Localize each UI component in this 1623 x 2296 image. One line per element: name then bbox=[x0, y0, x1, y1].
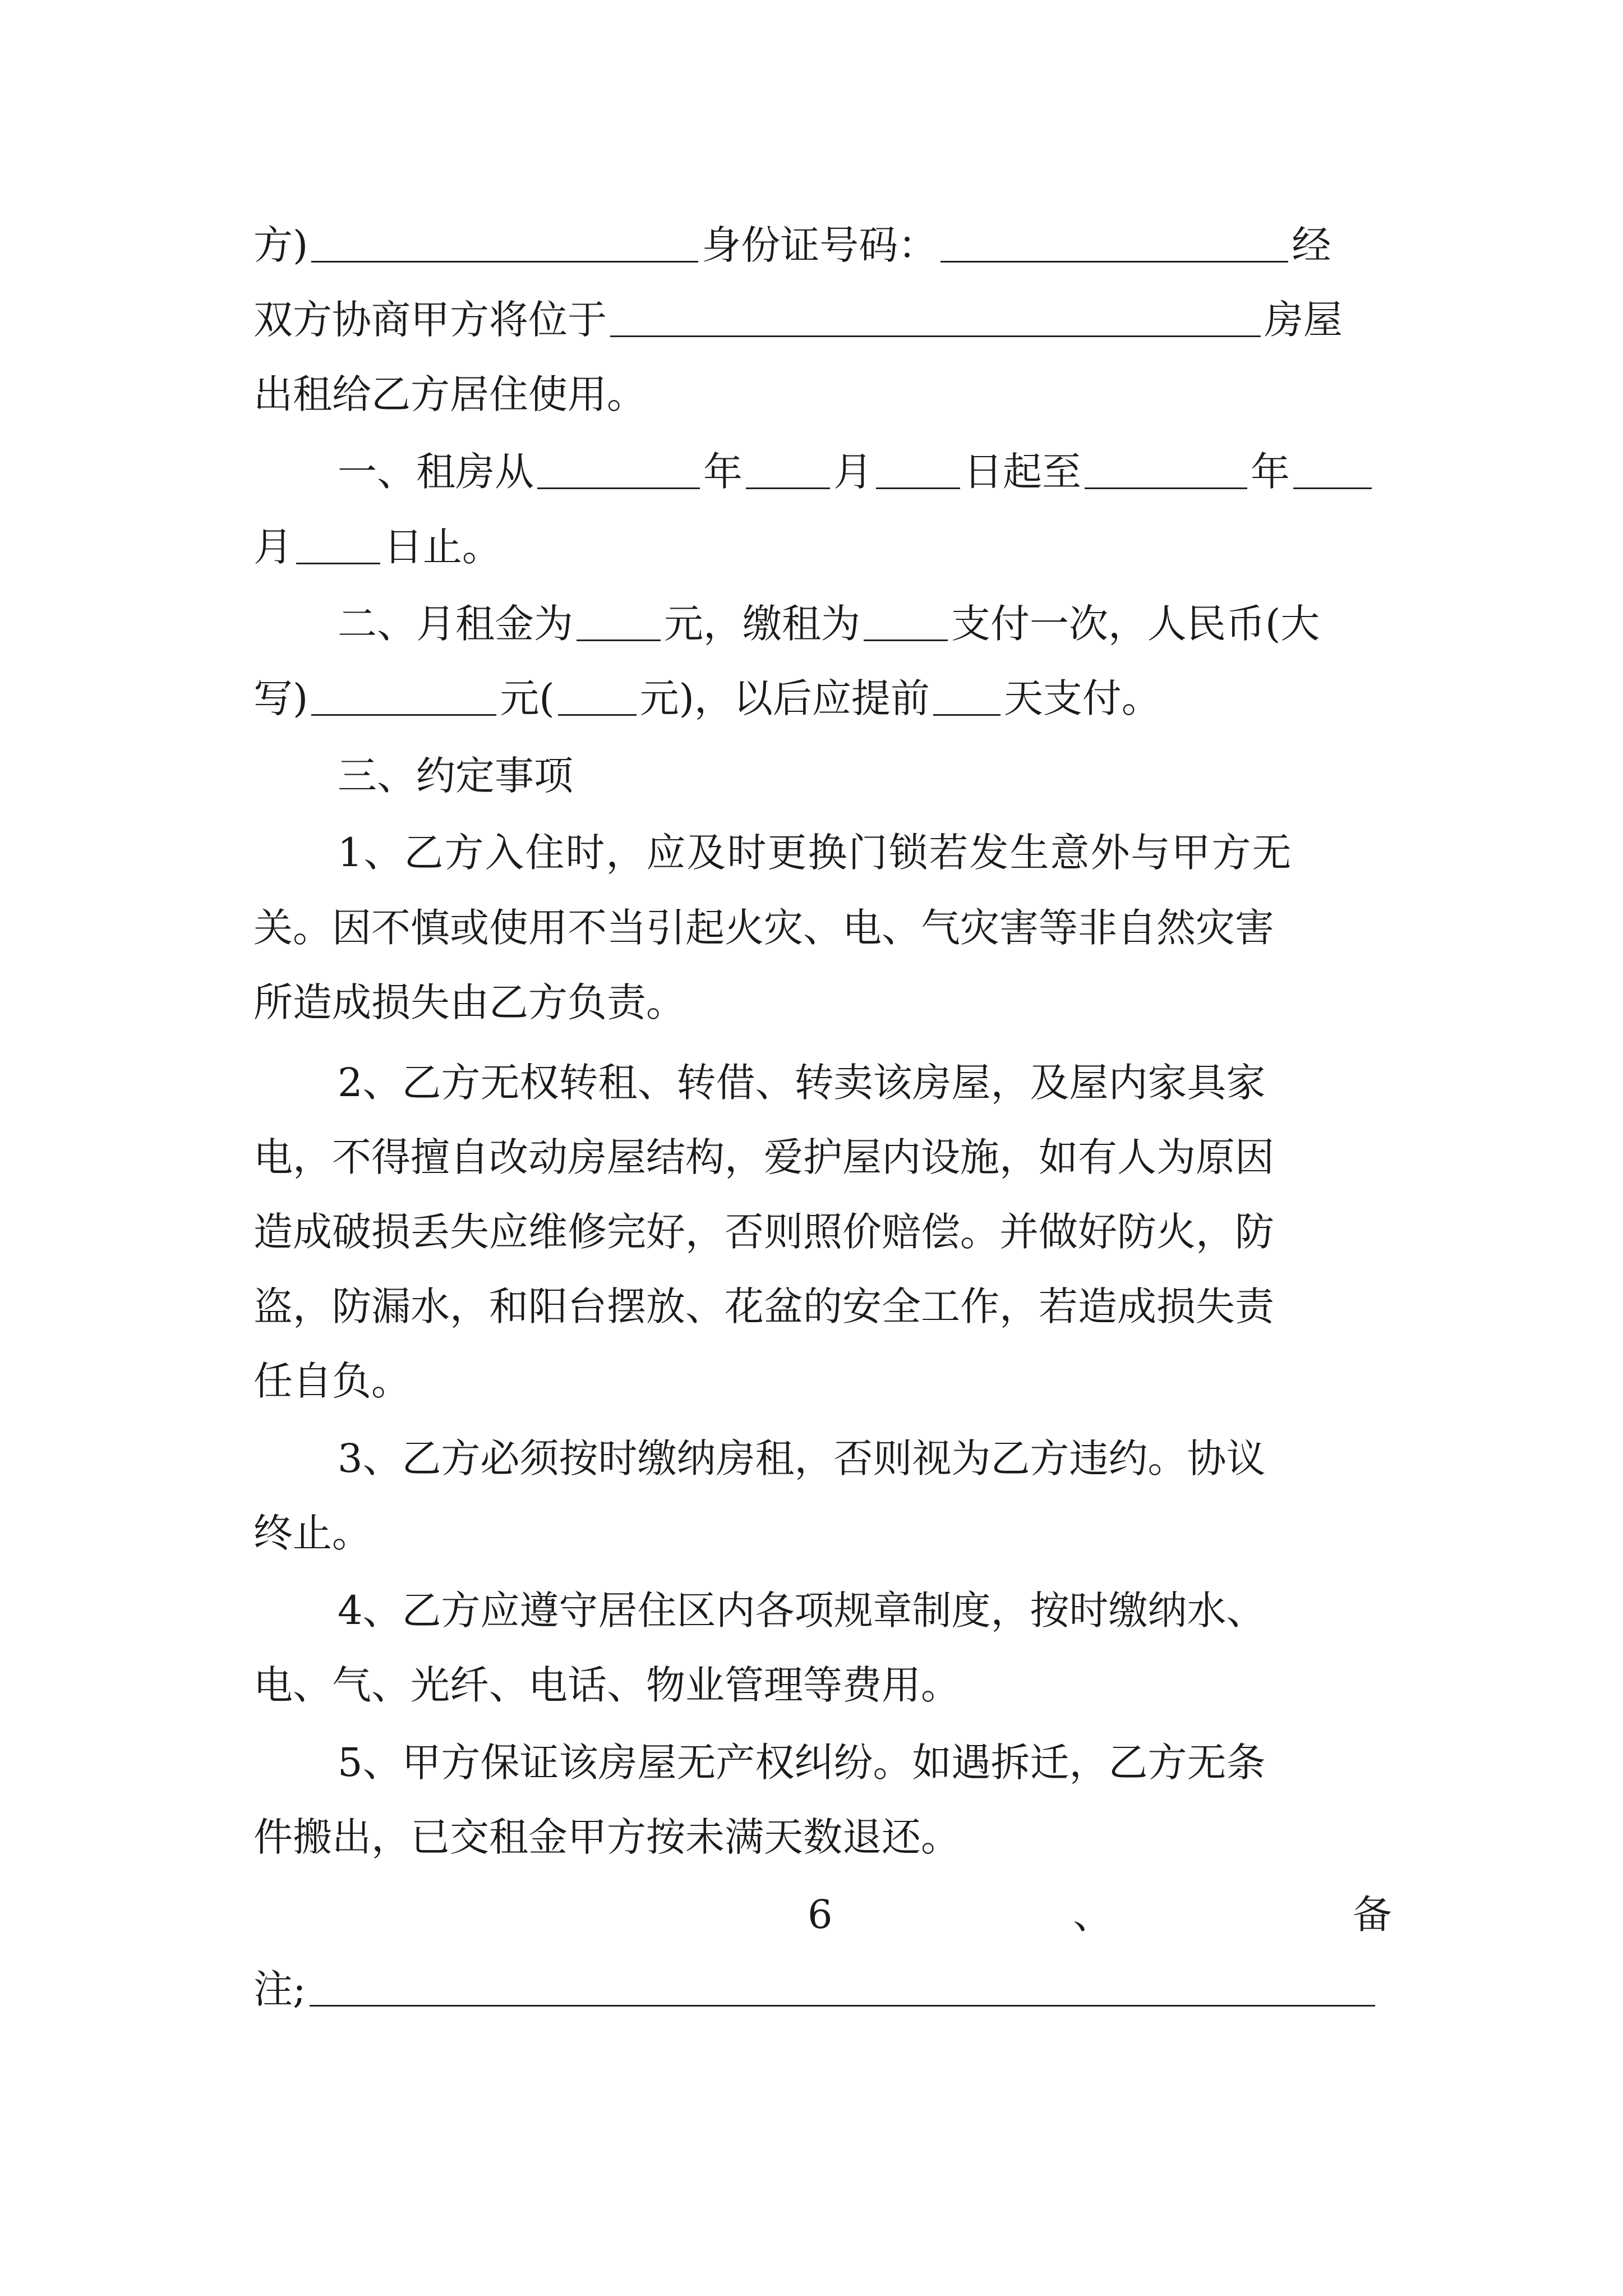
text-segment: 写) bbox=[253, 675, 308, 721]
text-segment: 备 bbox=[1352, 1892, 1392, 1938]
text-segment: 、 bbox=[1073, 1892, 1113, 1938]
text-line-2 bbox=[253, 283, 1392, 356]
text-segment: 3、乙方必须按时缴纳房租，否则视为乙方违约。协议 bbox=[338, 1435, 1266, 1481]
text-line-4 bbox=[338, 435, 1392, 508]
text-segment: 天支付。 bbox=[1003, 675, 1161, 721]
blank-field[interactable] bbox=[310, 1966, 1375, 2007]
text-segment: 方) bbox=[253, 222, 308, 268]
text-segment: 任自负。 bbox=[253, 1358, 411, 1404]
text-segment: 终止。 bbox=[253, 1510, 371, 1556]
text-line-23 bbox=[808, 1878, 1392, 1951]
text-line-6 bbox=[338, 587, 1392, 660]
blank-field[interactable] bbox=[610, 296, 1261, 337]
text-line-13 bbox=[253, 1121, 1392, 1194]
text-segment: 注; bbox=[253, 1966, 306, 2012]
text-line-20 bbox=[253, 1649, 1392, 1722]
text-line-5 bbox=[253, 510, 1392, 583]
text-segment: 身份证号码： bbox=[702, 222, 938, 268]
blank-field[interactable] bbox=[746, 448, 830, 489]
text-segment: 三、约定事项 bbox=[338, 753, 573, 799]
section-heading bbox=[338, 739, 1392, 812]
text-line-10 bbox=[253, 891, 1392, 964]
text-line-21 bbox=[338, 1726, 1392, 1799]
text-segment: 一、租房从 bbox=[338, 449, 534, 495]
text-line-14 bbox=[253, 1195, 1392, 1268]
blank-field[interactable] bbox=[1293, 448, 1372, 489]
text-segment: 月 bbox=[833, 449, 873, 495]
text-line-11 bbox=[253, 966, 1392, 1039]
blank-field[interactable] bbox=[311, 222, 698, 263]
text-segment: 月 bbox=[253, 524, 293, 570]
blank-field[interactable] bbox=[1085, 448, 1247, 489]
text-line-1 bbox=[253, 209, 1392, 282]
text-segment: 日止。 bbox=[384, 524, 501, 570]
text-line-18 bbox=[253, 1497, 1392, 1570]
text-segment: 双方协商甲方将位于 bbox=[253, 297, 607, 343]
text-line-15 bbox=[253, 1270, 1392, 1343]
text-segment: 支付一次，人民币(大 bbox=[951, 601, 1320, 647]
text-segment: 年 bbox=[1251, 449, 1290, 495]
text-segment: 所造成损失由乙方负责。 bbox=[253, 979, 685, 1025]
blank-field[interactable] bbox=[558, 675, 637, 716]
text-line-22 bbox=[253, 1801, 1392, 1874]
blank-field[interactable] bbox=[876, 448, 960, 489]
blank-field[interactable] bbox=[933, 675, 1000, 716]
text-segment: 元，缴租为 bbox=[664, 601, 860, 647]
text-line-3 bbox=[253, 358, 1392, 431]
text-line-12 bbox=[338, 1046, 1392, 1119]
blank-field[interactable] bbox=[864, 600, 948, 641]
blank-field[interactable] bbox=[537, 448, 700, 489]
text-segment: 1、乙方入住时，应及时更换门锁若发生意外与甲方无 bbox=[338, 830, 1293, 876]
text-segment: 5、甲方保证该房屋无产权纠纷。如遇拆迁，乙方无条 bbox=[338, 1740, 1266, 1786]
blank-field[interactable] bbox=[296, 523, 380, 564]
text-segment: 日起至 bbox=[963, 449, 1081, 495]
text-segment: 经 bbox=[1292, 222, 1331, 268]
blank-field[interactable] bbox=[577, 600, 661, 641]
text-line-24 bbox=[253, 1953, 1392, 2026]
text-segment: 电，不得擅自改动房屋结构，爱护屋内设施，如有人为原因 bbox=[253, 1134, 1274, 1180]
text-line-7 bbox=[253, 662, 1392, 735]
text-segment: 出租给乙方居住使用。 bbox=[253, 371, 646, 417]
text-line-9 bbox=[338, 816, 1392, 889]
text-segment: 元( bbox=[500, 675, 555, 721]
text-segment: 关。因不慎或使用不当引起火灾、电、气灾害等非自然灾害 bbox=[253, 905, 1274, 951]
text-segment: 造成破损丢失应维修完好，否则照价赔偿。并做好防火，防 bbox=[253, 1209, 1274, 1255]
text-segment: 房屋 bbox=[1264, 297, 1343, 343]
text-segment: 电、气、光纤、电话、物业管理等费用。 bbox=[253, 1662, 960, 1708]
text-segment: 6 bbox=[808, 1892, 833, 1938]
blank-field[interactable] bbox=[940, 222, 1288, 263]
text-segment: 4、乙方应遵守居住区内各项规章制度，按时缴纳水、 bbox=[338, 1588, 1266, 1634]
blank-field[interactable] bbox=[311, 675, 496, 716]
text-line-16 bbox=[253, 1345, 1392, 1418]
text-segment: 盗，防漏水，和阳台摆放、花盆的安全工作，若造成损失责 bbox=[253, 1283, 1274, 1329]
text-segment: 元)，以后应提前 bbox=[639, 675, 930, 721]
text-segment: 二、月租金为 bbox=[338, 601, 573, 647]
text-segment: 2、乙方无权转租、转借、转卖该房屋，及屋内家具家 bbox=[338, 1060, 1266, 1106]
text-segment: 年 bbox=[703, 449, 743, 495]
text-segment: 件搬出，已交租金甲方按未满天数退还。 bbox=[253, 1814, 960, 1860]
text-line-19 bbox=[338, 1574, 1392, 1647]
text-line-17 bbox=[338, 1422, 1392, 1495]
